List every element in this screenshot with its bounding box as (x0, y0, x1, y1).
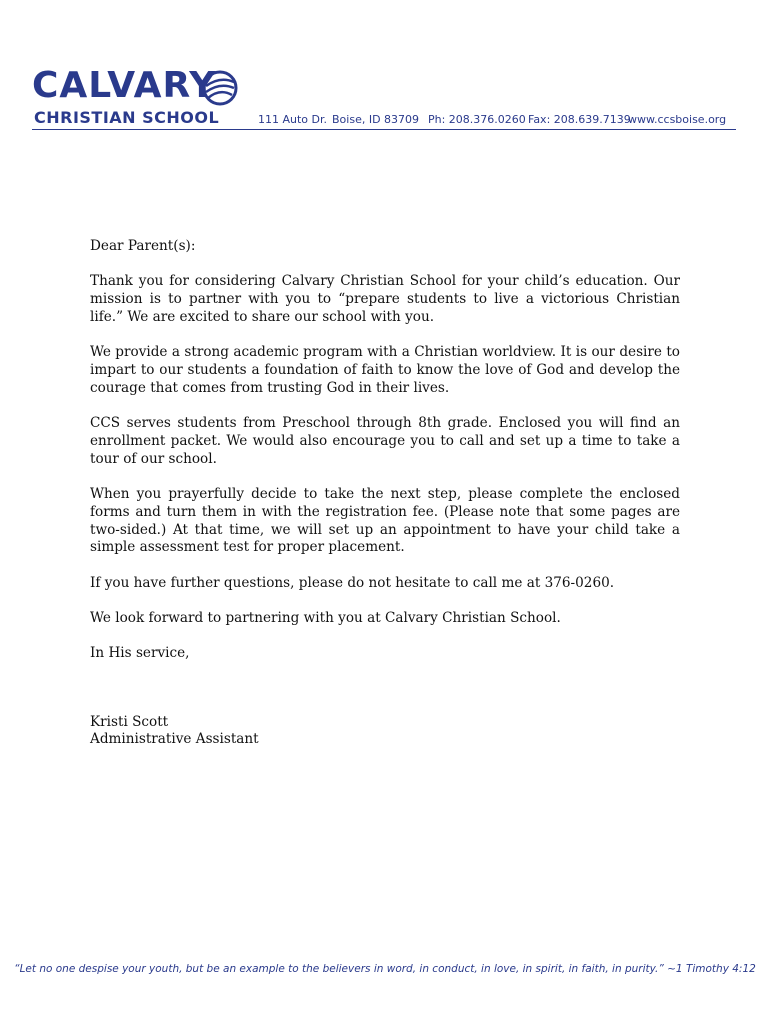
phone: Ph: 208.376.0260 (428, 113, 526, 126)
paragraph: We provide a strong academic program with a Christian worldview. It is our desire to impart to our students a foundation of faith to know the love of God and develop the courage that comes from trusting God in their lives. (90, 344, 680, 396)
city: Boise, ID 83709 (332, 113, 420, 126)
school-name-top: CALVARY (32, 65, 217, 106)
footer-verse: “Let no one despise your youth, but be an example to the believers in word, in conduct, in love, in spirit, in faith, in purity.” ~1 Timothy 4:12 (14, 963, 756, 975)
address: 111 Auto Dr. (258, 113, 328, 126)
fax: Fax: 208.639.7139 (528, 113, 631, 126)
paragraph: CCS serves students from Preschool through 8th grade. Enclosed you will find an enrollment packet. We would also encourage you to call and set up a time to take a tour of our school. (90, 415, 680, 467)
signer-title: Administrative Assistant (90, 731, 259, 748)
paragraph: Thank you for considering Calvary Christian School for your child’s education. Our mission is to partner with you to “prepare students to live a victorious Christian life.” We are excited to share our school with you. (90, 273, 680, 325)
closing: In His service, (90, 645, 190, 662)
signature-block (90, 714, 680, 750)
letter-body (90, 238, 680, 749)
paragraph: We look forward to partnering with you at Calvary Christian School. (90, 609, 561, 626)
paragraph: When you prayerfully decide to take the next step, please complete the enclosed forms and turn them in with the registration fee. (Please note that some pages are two-sided.) At that time, we will set up an appointment to have your child take a simple assessment test for proper placement. (90, 485, 680, 556)
paragraph: If you have further questions, please do not hesitate to call me at 376-0260. (90, 574, 615, 591)
signer-name: Kristi Scott (90, 713, 169, 730)
website: www.ccsboise.org (628, 113, 727, 126)
letterhead (32, 66, 738, 136)
greeting: Dear Parent(s): (90, 238, 196, 254)
letterhead-divider (32, 129, 736, 130)
school-name-bottom: CHRISTIAN SCHOOL (34, 108, 220, 127)
school-emblem-icon (200, 68, 240, 108)
